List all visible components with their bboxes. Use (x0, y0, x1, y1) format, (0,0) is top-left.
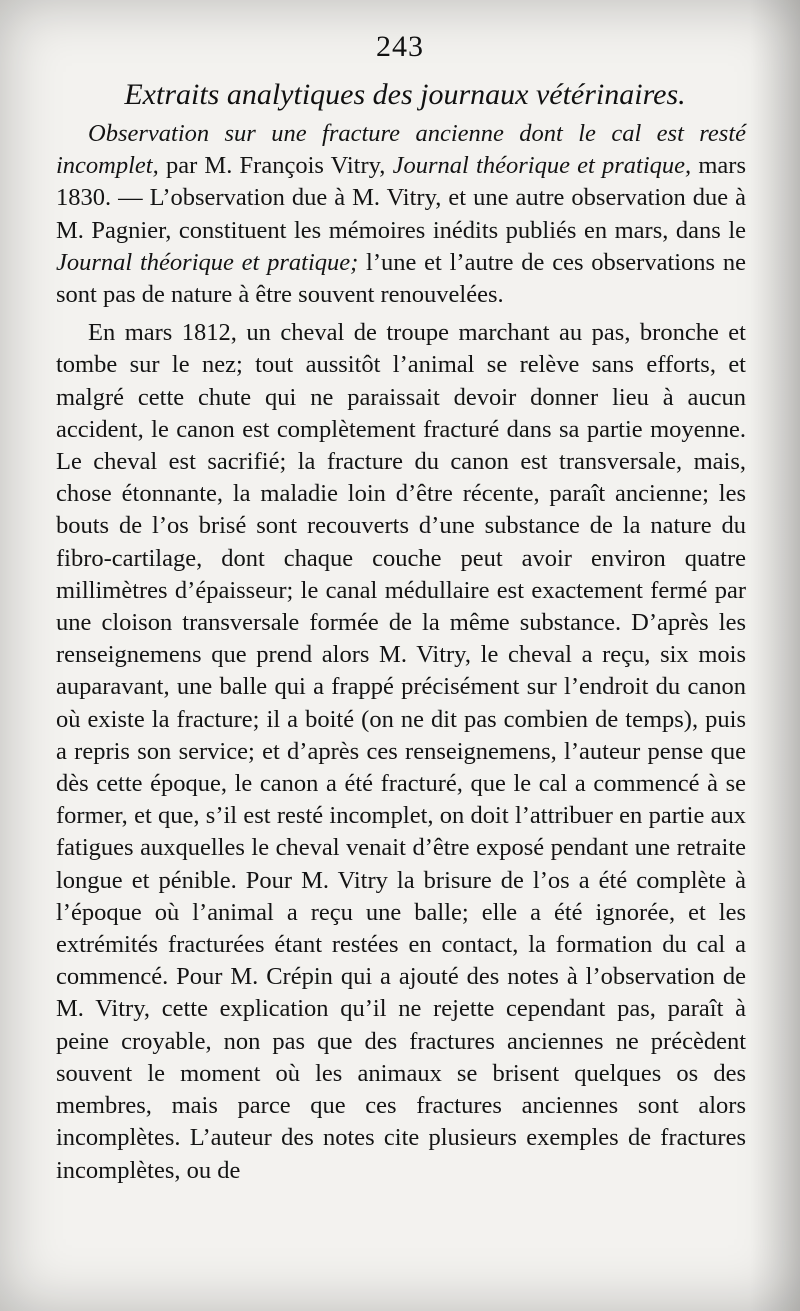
journal-name-2: Journal théorique et pratique; (56, 248, 359, 276)
intro-text-2: l’une et l’autre de ces observations ne sont pas de nature à être souvent renouvelées. (56, 248, 746, 309)
article-author: par M. François Vitry, (158, 152, 393, 180)
intro-text-1: mars 1830. — L’observation due à M. Vitry, et une autre observation due à M. Pagnier, constituent les mémoires inédits publiés en mars, dans le (56, 152, 746, 244)
intro-paragraph (56, 118, 746, 311)
article-body (56, 118, 746, 1187)
page-edge-shadow (750, 0, 800, 1311)
body-paragraph: En mars 1812, un cheval de troupe marchant au pas, bronche et tombe sur le nez; tout aussitôt l’animal se relève sans efforts, et malgré cette chute qui ne paraissait devoir donner lieu à aucun accident, le canon est complètement fracturé dans sa partie moyenne. Le cheval est sacrifié; la fracture du canon est transversale, mais, chose étonnante, la maladie loin d’être récente, paraît ancienne; les bouts de l’os brisé sont recouverts d’une substance de la nature du fibro-cartilage, dont chaque couche peut avoir environ quatre millimètres d’épaisseur; le canal médullaire est exactement fermé par une cloison transversale formée de la même substance. D’après les renseignemens que prend alors M. Vitry, le cheval a reçu, six mois auparavant, une balle qui a frappé précisément sur l’endroit du canon où existe la fracture; il a boité (on ne dit pas combien de temps), puis a repris son service; et d’après ces renseignemens, l’auteur pense que dès cette époque, le canon a été fracturé, que le cal a commencé à se former, et que, s’il est resté incomplet, on doit l’attribuer en partie aux fatigues auxquelles le cheval venait d’être exposé pendant une retraite longue et pénible. Pour M. Vitry la brisure de l’os a été complète à l’époque où l’animal a reçu une balle; elle a été ignorée, et les extrémités fracturées étant restées en contact, la formation du cal a commencé. Pour M. Crépin qui a ajouté des notes à l’observation de M. Vitry, cette explication qu’il ne rejette cependant pas, paraît à peine croyable, non pas que des fractures anciennes ne précèdent souvent le moment où les animaux se brisent quelques os des membres, mais parce que ces fractures anciennes sont alors incomplètes. L’auteur des notes cite plusieurs exemples de fractures incomplètes, ou de (56, 319, 746, 1184)
page-number: 243 (376, 30, 424, 63)
journal-name: Journal théorique et pratique, (392, 152, 692, 180)
article-title: Observation sur une fracture ancienne dont le cal est resté incomplet, (56, 120, 746, 180)
section-title: Extraits analytiques des journaux vétérinaires. (124, 78, 686, 111)
